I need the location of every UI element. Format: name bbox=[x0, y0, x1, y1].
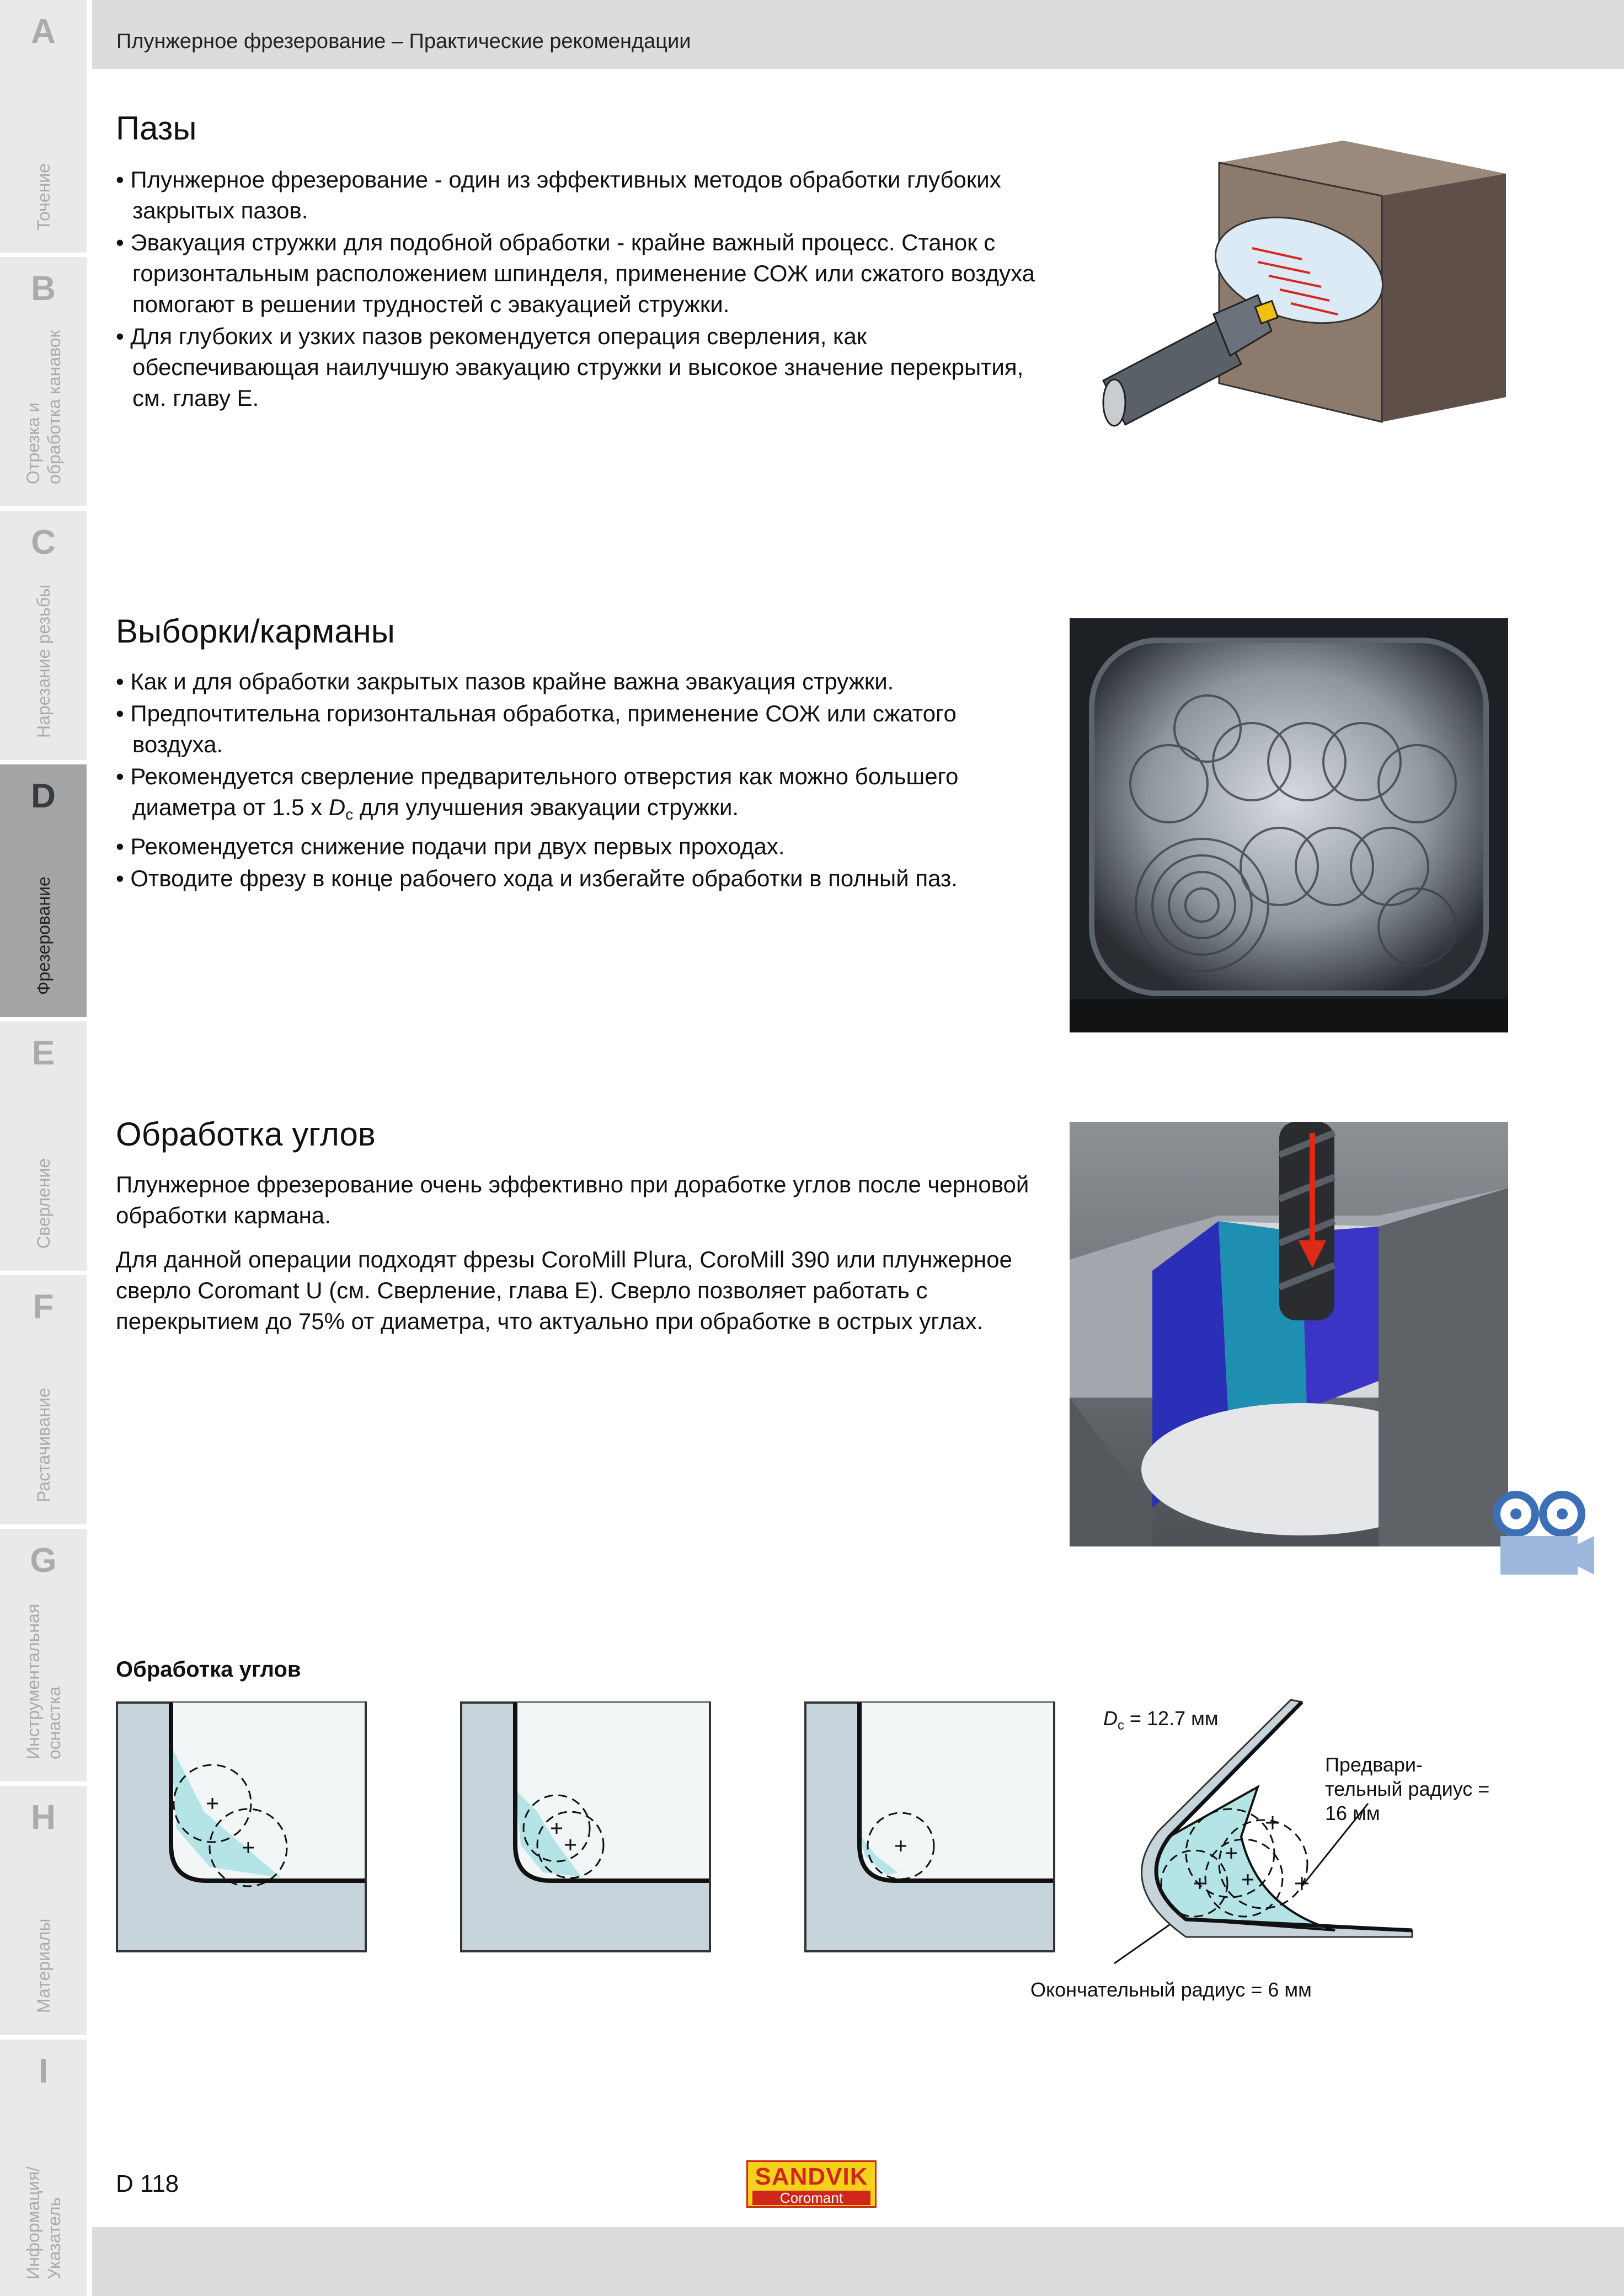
tab-label: Сверление bbox=[33, 1158, 54, 1249]
list-item: • Для глубоких и узких пазов рекомендуется операция сверления, как обеспечивающая наилучшую эвакуацию стружки и высокое значение перекрытия, см. главу E. bbox=[116, 321, 1043, 414]
tab-h[interactable] bbox=[0, 1786, 87, 2035]
slot-milling-illustration bbox=[1092, 138, 1506, 441]
tab-label: Инструментальная оснастка bbox=[23, 1603, 64, 1759]
page-number: D 118 bbox=[116, 2170, 179, 2197]
acute-corner-diagram bbox=[1026, 1699, 1550, 2008]
corners-paragraph-2: Для данной операции подходят фрезы CoroMill Plura, CoroMill 390 или плунжерное сверло Coromant U (см. Сверление, глава E). Сверло позволяет работать с перекрытием до 75% от диаметра, что актуально при обработке в острых углах. bbox=[116, 1246, 1012, 1334]
page-header bbox=[92, 0, 1624, 69]
pockets-bullet-list bbox=[116, 666, 1043, 895]
corner-diagram-3 bbox=[804, 1701, 1055, 1952]
tab-i[interactable] bbox=[0, 2040, 87, 2296]
tab-a[interactable] bbox=[0, 0, 87, 253]
tab-letter: H bbox=[31, 1799, 56, 1837]
tab-label: Растачивание bbox=[33, 1388, 54, 1502]
tab-label: Точение bbox=[33, 163, 54, 231]
footer-bar bbox=[92, 2227, 1624, 2296]
header-title: Плунжерное фрезерование – Практические рекомендации bbox=[116, 30, 691, 53]
tab-label: Нарезание резьбы bbox=[33, 584, 54, 738]
tab-label: Информация/ Указатель bbox=[23, 2166, 64, 2279]
section-title-slots: Пазы bbox=[116, 110, 197, 147]
list-item: • Предпочтительна горизонтальная обработка, применение СОЖ или сжатого воздуха. bbox=[116, 698, 1043, 760]
section-title-corners: Обработка углов bbox=[116, 1116, 376, 1153]
slots-bullet-list bbox=[116, 164, 1043, 415]
list-item: • Как и для обработки закрытых пазов крайне важна эвакуация стружки. bbox=[116, 666, 1043, 697]
list-item: • Эвакуация стружки для подобной обработки - крайне важный процесс. Станок с горизонтальным расположением шпинделя, применение СОЖ или сжатого воздуха помогают в решении трудностей с эвакуацией стружки. bbox=[116, 227, 1043, 320]
tab-letter: B bbox=[31, 270, 56, 308]
tab-letter: C bbox=[31, 523, 56, 561]
list-item: • Рекомендуется снижение подачи при двух первых проходах. bbox=[116, 831, 1043, 862]
corner-diagram-2 bbox=[460, 1701, 711, 1952]
tab-letter: F bbox=[33, 1288, 54, 1326]
tab-e[interactable] bbox=[0, 1021, 87, 1271]
corner-diagram-1 bbox=[116, 1701, 367, 1952]
tab-c[interactable] bbox=[0, 511, 87, 760]
tab-letter: I bbox=[38, 2052, 49, 2090]
tab-b[interactable] bbox=[0, 257, 87, 506]
list-item: • Рекомендуется сверление предварительного отверстия как можно большего диаметра от 1.5 x $D_c$ для улучшения эвакуации стружки. bbox=[116, 761, 1043, 830]
tab-d[interactable] bbox=[0, 764, 87, 1017]
tab-f[interactable] bbox=[0, 1275, 87, 1524]
tab-label: Фрезерование bbox=[33, 876, 54, 995]
dc-label: $D_c = 12.7$ мм bbox=[1103, 1707, 1219, 1733]
corner-milling-render bbox=[1070, 1122, 1508, 1546]
tab-label: Материалы bbox=[33, 1918, 54, 2013]
tab-letter: G bbox=[30, 1542, 57, 1580]
pre-radius-label-3: 16 мм bbox=[1325, 1802, 1380, 1824]
figure-caption: Обработка углов bbox=[116, 1657, 301, 1682]
pre-radius-label-2: тельный радиус = bbox=[1325, 1778, 1490, 1800]
tab-g[interactable] bbox=[0, 1529, 87, 1781]
list-item: • Плунжерное фрезерование - один из эффективных методов обработки глубоких закрытых пазов. bbox=[116, 164, 1043, 226]
tab-letter: E bbox=[31, 1034, 55, 1072]
final-radius-label: Окончательный радиус = 6 мм bbox=[1030, 1978, 1312, 2001]
video-camera-icon[interactable] bbox=[1489, 1486, 1594, 1577]
sidebar-tabs bbox=[0, 0, 87, 2296]
tab-letter: D bbox=[31, 777, 56, 815]
pocket-photo bbox=[1070, 618, 1508, 1032]
section-title-pockets: Выборки/карманы bbox=[116, 613, 395, 650]
corners-paragraph-1: Плунжерное фрезерование очень эффективно при доработке углов после черновой обработки кармана. bbox=[116, 1171, 1029, 1228]
tab-label: Отрезка и обработка канавок bbox=[23, 330, 64, 484]
sandvik-logo: SANDVIK Coromant bbox=[746, 2160, 877, 2208]
list-item: • Отводите фрезу в конце рабочего хода и избегайте обработки в полный паз. bbox=[116, 863, 1043, 894]
tab-letter: A bbox=[31, 13, 56, 51]
pre-radius-label-1: Предвари- bbox=[1325, 1753, 1423, 1776]
